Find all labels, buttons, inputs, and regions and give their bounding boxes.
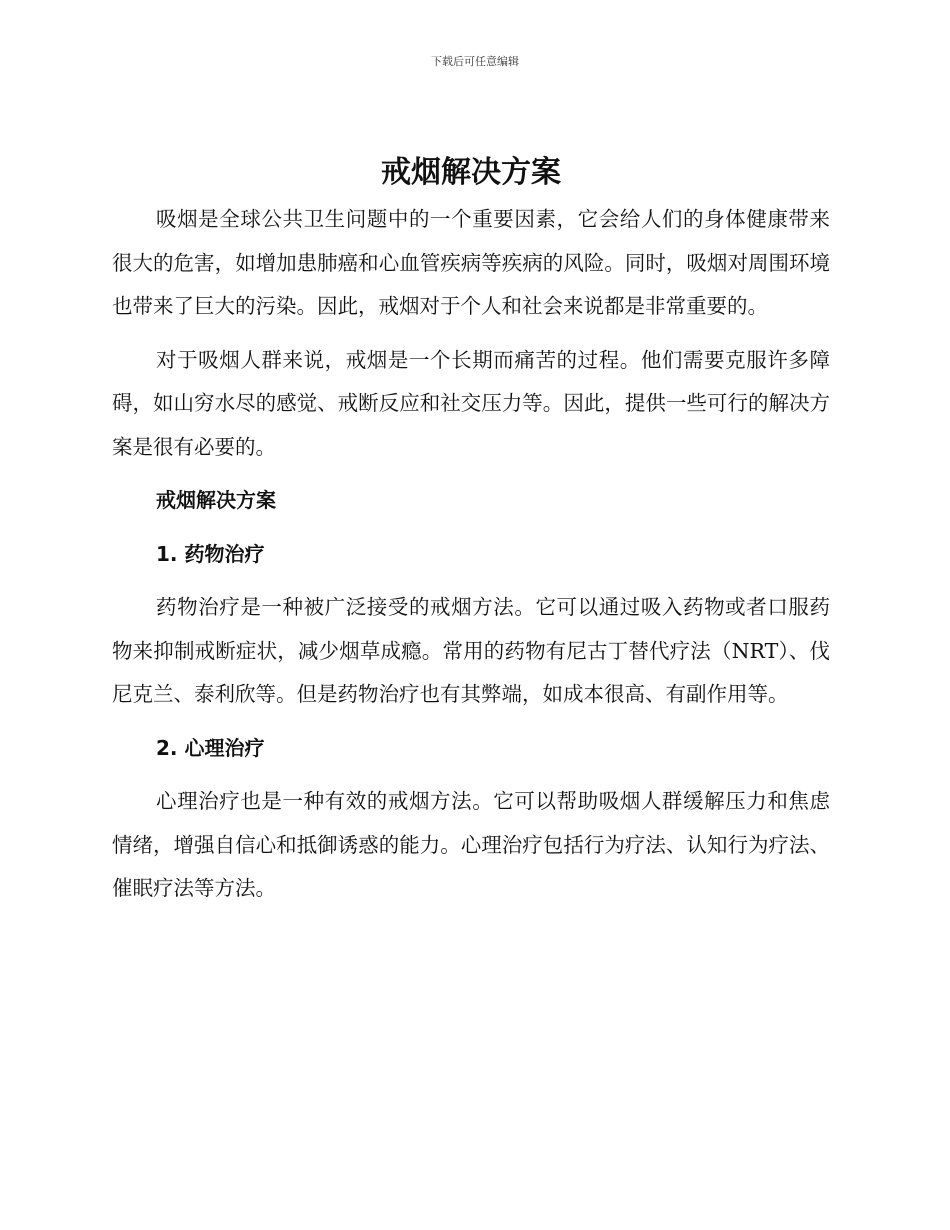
document-title: 戒烟解决方案 [381,155,561,190]
section-heading: 戒烟解决方案 [156,488,276,512]
document-body [112,150,830,921]
subsection-heading-psychotherapy: 2. 心理治疗 [156,735,265,760]
subsection-text-psychotherapy: 心理治疗也是一种有效的戒烟方法。它可以帮助吸烟人群缓解压力和焦虑情绪，增强自信心和抵御诱惑的能力。心理治疗包括行为疗法、认知行为疗法、催眠疗法等方法。 [112,789,830,900]
intro-paragraph-2: 对于吸烟人群来说，戒烟是一个长期而痛苦的过程。他们需要克服许多障碍，如山穷水尽的感觉、戒断反应和社交压力等。因此，提供一些可行的解决方案是很有必要的。 [112,347,830,459]
intro-paragraph-1: 吸烟是全球公共卫生问题中的一个重要因素，它会给人们的身体健康带来很大的危害，如增加患肺癌和心血管疾病等疾病的风险。同时，吸烟对周围环境也带来了巨大的污染。因此，戒烟对于个人和社会来说都是非常重要的。 [112,207,830,318]
header-note: 下载后可任意编辑 [431,55,519,68]
subsection-text-medication: 药物治疗是一种被广泛接受的戒烟方法。它可以通过吸入药物或者口服药物来抑制戒断症状，减少烟草成瘾。常用的药物有尼古丁替代疗法（NRT）、伐尼克兰、泰利欣等。但是药物治疗也有其弊端，如成本很高、有副作用等。 [112,595,830,706]
subsection-heading-medication: 1. 药物治疗 [156,541,265,566]
